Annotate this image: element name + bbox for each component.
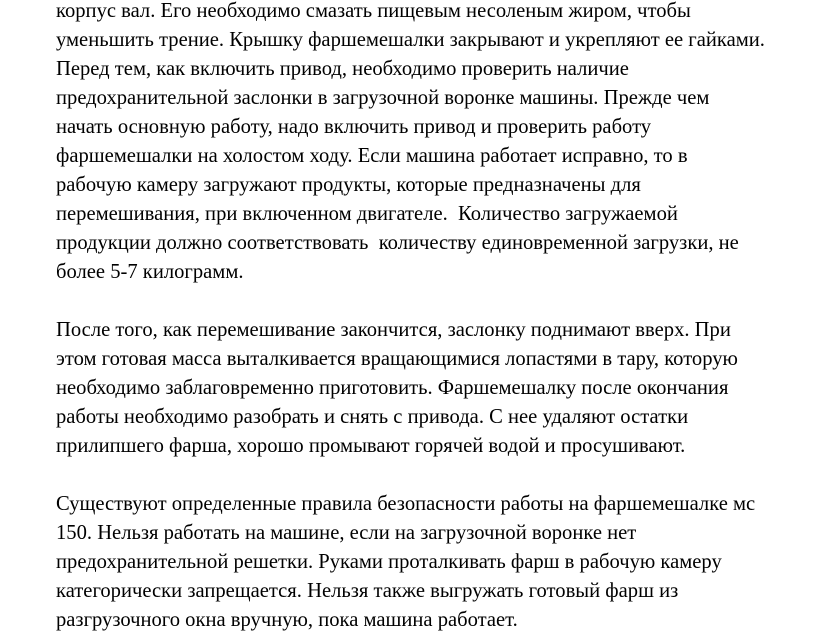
text-line: прилипшего фарша, хорошо промывают горячей водой и просушивают. <box>56 435 686 457</box>
text-line: фаршемешалки на холостом ходу. Если машина работает исправно, то в <box>56 145 688 167</box>
text-line: продукции должно соответствовать количеству единовременной загрузки, не <box>56 232 739 254</box>
text-line: После того, как перемешивание закончится, заслонку поднимают вверх. При <box>56 319 731 341</box>
text-line: более 5-7 килограмм. <box>56 261 244 283</box>
text-line: разгрузочного окна вручную, пока машина работает. <box>56 609 518 631</box>
text-line: 150. Нельзя работать на машине, если на загрузочной воронке нет <box>56 522 637 544</box>
text-line: Перед тем, как включить привод, необходимо проверить наличие <box>56 58 629 80</box>
paragraph-safety-rules <box>56 490 816 635</box>
text-line: перемешивания, при включенном двигателе. Количество загружаемой <box>56 203 678 225</box>
text-line: предохранительной решетки. Руками проталкивать фарш в рабочую камеру <box>56 551 722 573</box>
text-line: необходимо заблаговременно приготовить. Фаршемешалку после окончания <box>56 377 729 399</box>
text-line: уменьшить трение. Крышку фаршемешалки закрывают и укрепляют ее гайками. <box>56 29 765 51</box>
text-line: начать основную работу, надо включить привод и проверить работу <box>56 116 652 138</box>
text-line: Существуют определенные правила безопасности работы на фаршемешалке мс <box>56 493 756 515</box>
text-line: работы необходимо разобрать и снять с привода. С нее удаляют остатки <box>56 406 689 428</box>
text-line: корпус вал. Его необходимо смазать пищевым несоленым жиром, чтобы <box>56 0 691 22</box>
text-line: рабочую камеру загружают продукты, которые предназначены для <box>56 174 641 196</box>
paragraph-spacer <box>56 461 816 490</box>
text-line: этом готовая масса выталкивается вращающимися лопастями в тару, которую <box>56 348 738 370</box>
text-line: категорически запрещается. Нельзя также выгружать готовый фарш из <box>56 580 679 602</box>
text-line: предохранительной заслонки в загрузочной воронке машины. Прежде чем <box>56 87 710 109</box>
paragraph-unloading-cleaning <box>56 316 816 461</box>
paragraph-preparation <box>56 0 816 287</box>
document-page <box>56 0 816 635</box>
paragraph-spacer <box>56 287 816 316</box>
